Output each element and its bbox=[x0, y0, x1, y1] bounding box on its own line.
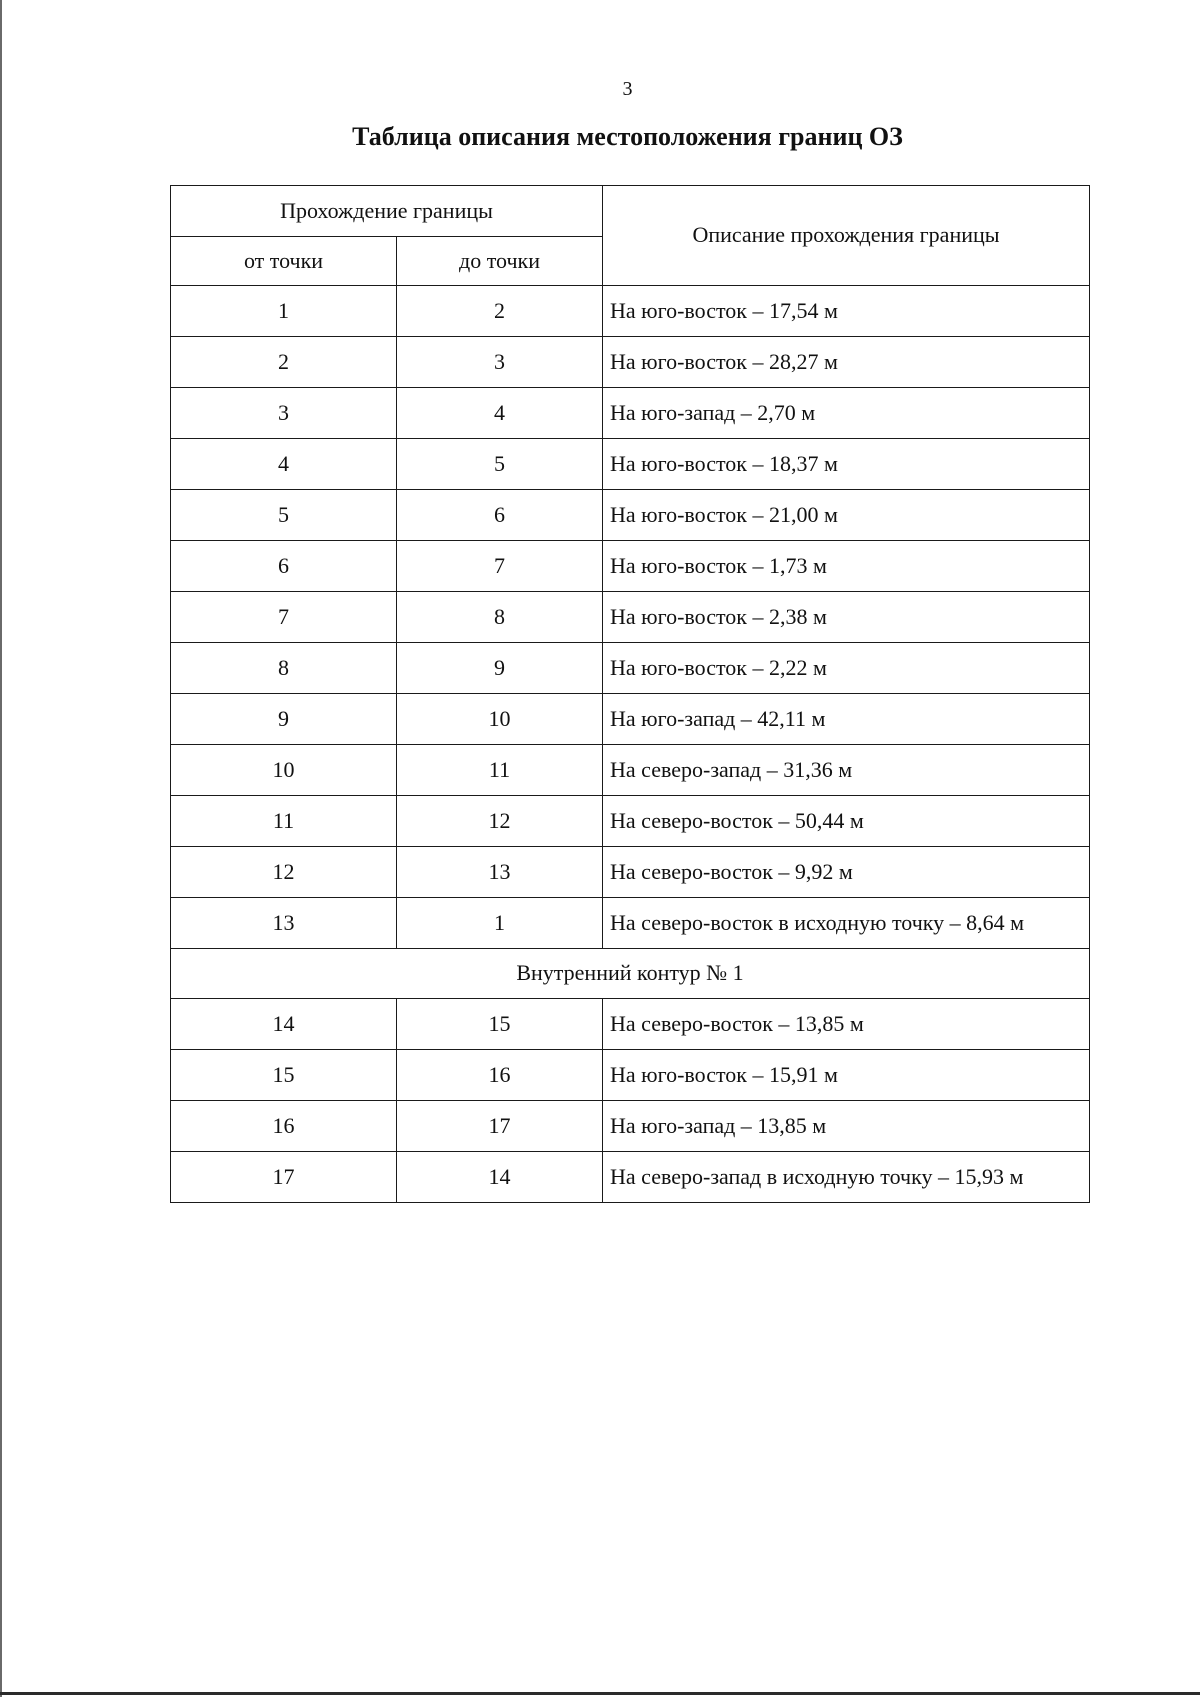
description-cell: На северо-запад в исходную точку – 15,93 м bbox=[603, 1152, 1090, 1203]
from-point-cell: 17 bbox=[171, 1152, 397, 1203]
from-point-cell: 16 bbox=[171, 1101, 397, 1152]
table-row bbox=[171, 847, 1090, 898]
page-number: 3 bbox=[622, 78, 633, 100]
description-cell: На северо-восток – 9,92 м bbox=[603, 847, 1090, 898]
table-row bbox=[171, 694, 1090, 745]
description-cell: На северо-запад – 31,36 м bbox=[603, 745, 1090, 796]
table-row bbox=[171, 898, 1090, 949]
description-cell: На северо-восток – 13,85 м bbox=[603, 999, 1090, 1050]
to-point-cell: 17 bbox=[397, 1101, 603, 1152]
page-bottom-edge bbox=[0, 1692, 1200, 1695]
to-point-cell: 3 bbox=[397, 337, 603, 388]
description-cell: На юго-запад – 13,85 м bbox=[603, 1101, 1090, 1152]
to-point-cell: 15 bbox=[397, 999, 603, 1050]
to-point-cell: 11 bbox=[397, 745, 603, 796]
from-point-cell: 1 bbox=[171, 286, 397, 337]
to-point-cell: 9 bbox=[397, 643, 603, 694]
to-point-cell: 12 bbox=[397, 796, 603, 847]
table-row bbox=[171, 1152, 1090, 1203]
table-row bbox=[171, 1101, 1090, 1152]
header-boundary-passage: Прохождение границы bbox=[171, 186, 603, 237]
to-point-cell: 14 bbox=[397, 1152, 603, 1203]
to-point-cell: 13 bbox=[397, 847, 603, 898]
table-row bbox=[171, 490, 1090, 541]
to-point-cell: 2 bbox=[397, 286, 603, 337]
to-point-cell: 7 bbox=[397, 541, 603, 592]
to-point-cell: 10 bbox=[397, 694, 603, 745]
table-row bbox=[171, 439, 1090, 490]
table-row bbox=[171, 999, 1090, 1050]
header-row-1 bbox=[171, 186, 1090, 237]
from-point-cell: 3 bbox=[171, 388, 397, 439]
to-point-cell: 5 bbox=[397, 439, 603, 490]
description-cell: На юго-запад – 2,70 м bbox=[603, 388, 1090, 439]
to-point-cell: 1 bbox=[397, 898, 603, 949]
table-row bbox=[171, 643, 1090, 694]
from-point-cell: 2 bbox=[171, 337, 397, 388]
from-point-cell: 14 bbox=[171, 999, 397, 1050]
boundary-description-table bbox=[170, 185, 1090, 1203]
from-point-cell: 9 bbox=[171, 694, 397, 745]
description-cell: На северо-восток в исходную точку – 8,64 м bbox=[603, 898, 1090, 949]
from-point-cell: 12 bbox=[171, 847, 397, 898]
from-point-cell: 8 bbox=[171, 643, 397, 694]
from-point-cell: 11 bbox=[171, 796, 397, 847]
to-point-cell: 16 bbox=[397, 1050, 603, 1101]
description-cell: На юго-восток – 21,00 м bbox=[603, 490, 1090, 541]
inner-contour-label: Внутренний контур № 1 bbox=[171, 949, 1090, 999]
from-point-cell: 7 bbox=[171, 592, 397, 643]
table-row bbox=[171, 745, 1090, 796]
table-row bbox=[171, 796, 1090, 847]
section-row bbox=[171, 949, 1090, 999]
document-title: Таблица описания местоположения границ ОЗ bbox=[352, 122, 903, 151]
table-row bbox=[171, 388, 1090, 439]
from-point-cell: 5 bbox=[171, 490, 397, 541]
header-to-point: до точки bbox=[397, 237, 603, 286]
table-row bbox=[171, 1050, 1090, 1101]
description-cell: На юго-восток – 15,91 м bbox=[603, 1050, 1090, 1101]
header-description: Описание прохождения границы bbox=[603, 186, 1090, 286]
from-point-cell: 6 bbox=[171, 541, 397, 592]
from-point-cell: 10 bbox=[171, 745, 397, 796]
description-cell: На юго-восток – 2,38 м bbox=[603, 592, 1090, 643]
description-cell: На юго-восток – 17,54 м bbox=[603, 286, 1090, 337]
description-cell: На юго-восток – 18,37 м bbox=[603, 439, 1090, 490]
description-cell: На юго-запад – 42,11 м bbox=[603, 694, 1090, 745]
from-point-cell: 15 bbox=[171, 1050, 397, 1101]
to-point-cell: 8 bbox=[397, 592, 603, 643]
to-point-cell: 4 bbox=[397, 388, 603, 439]
table-row bbox=[171, 286, 1090, 337]
to-point-cell: 6 bbox=[397, 490, 603, 541]
table-row bbox=[171, 337, 1090, 388]
header-from-point: от точки bbox=[171, 237, 397, 286]
description-cell: На северо-восток – 50,44 м bbox=[603, 796, 1090, 847]
description-cell: На юго-восток – 1,73 м bbox=[603, 541, 1090, 592]
table-row bbox=[171, 541, 1090, 592]
description-cell: На юго-восток – 28,27 м bbox=[603, 337, 1090, 388]
table-row bbox=[171, 592, 1090, 643]
page-left-edge bbox=[0, 0, 2, 1697]
from-point-cell: 13 bbox=[171, 898, 397, 949]
from-point-cell: 4 bbox=[171, 439, 397, 490]
description-cell: На юго-восток – 2,22 м bbox=[603, 643, 1090, 694]
